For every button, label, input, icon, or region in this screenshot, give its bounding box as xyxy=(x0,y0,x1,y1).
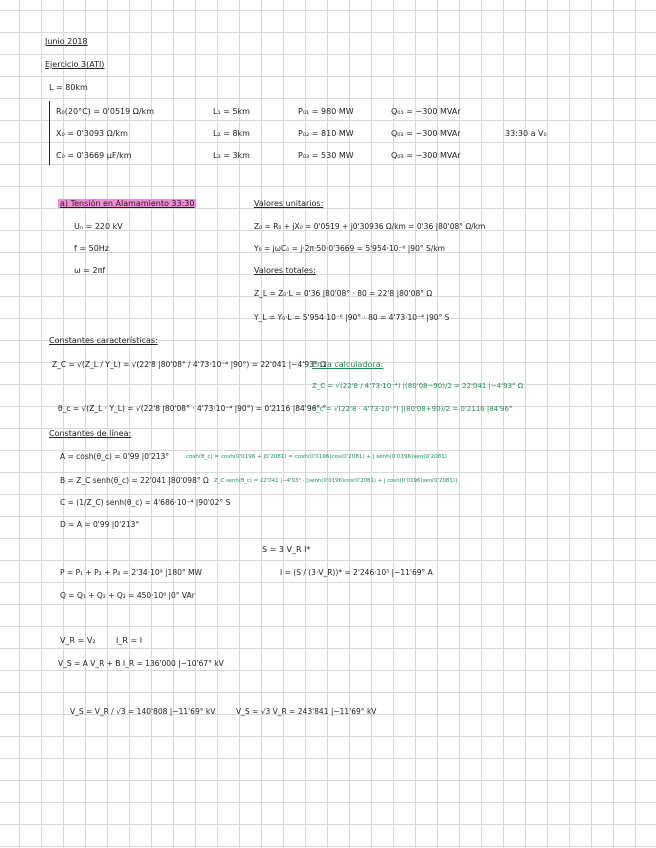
unit-values-heading: Valores unitarios: xyxy=(254,199,324,208)
sending-phase-voltage: V_S = V_R / √3 = 140'808 |−11'69° kV xyxy=(70,707,216,716)
given-q2: Q₀₂ = −300 MVAr xyxy=(391,129,461,138)
given-r0: R₀(20°C) = 0'0519 Ω/km xyxy=(56,107,154,116)
receiving-voltage: V_R = V₂ xyxy=(60,636,96,645)
exercise-title: Ejercicio 3(ATI) xyxy=(45,60,105,69)
given-bracket xyxy=(49,101,50,165)
angular-frequency: ω = 2πf xyxy=(74,266,106,275)
receiving-current: I_R = I xyxy=(116,636,143,645)
reactive-power-sum: Q = Q₁ + Q₂ + Q₃ = 450·10⁶ |0° VAr xyxy=(60,591,195,600)
given-l3: L₃ = 3km xyxy=(213,151,250,160)
given-p1: P₀₁ = 980 MW xyxy=(298,107,354,116)
sending-line-voltage: V_S = √3 V_R = 243'841 |−11'69° kV xyxy=(236,707,377,716)
section-a-heading xyxy=(58,199,196,209)
given-l1: L₁ = 5km xyxy=(213,107,250,116)
given-p2: P₀₂ = 810 MW xyxy=(298,129,354,138)
theta-formula: θ_c = √(Z_L · Y_L) = √(22'8 |80'08° · 4'73·10⁻⁴ |90°) = 0'2116 |84'96° ° xyxy=(58,404,327,413)
constant-a-expansion: cosh(θ_c) = cosh(0'0196 + j0'2081) = cosh(0'0196)cos(0'2081) + j senh(0'0196)sen(0'2081) xyxy=(186,454,447,460)
unit-impedance: Z₀ = R₀ + jX₀ = 0'0519 + j0'30936 Ω/km = 0'36 |80'08° Ω/km xyxy=(254,222,486,231)
given-q1: Q₀₁ = −300 MVAr xyxy=(391,107,461,116)
given-c0: C₀ = 0'3669 μF/km xyxy=(56,151,132,160)
apparent-power-formula: S = 3 V_R I* xyxy=(262,545,311,554)
zc-formula: Z_C = √(Z_L / Y_L) = √(22'8 |80'08° / 4'73·10⁻⁴ |90°) = 22'041 |−4'93° Ω xyxy=(52,360,326,369)
constant-b-expansion: Z_C senh(θ_c) = 22'041 |−4'93° · [senh(0'0196)cos(0'2081) + j cosh(0'0196)sen(0'2081)] xyxy=(214,478,457,484)
sending-voltage: V_S = A V_R + B I_R = 136'000 |−10'67° kV xyxy=(58,659,224,668)
constant-a: A = cosh(θ_c) = 0'99 |0'213° xyxy=(60,452,170,461)
constant-c: C = (1/Z_C) senh(θ_c) = 4'686·10⁻⁴ |90'02° S xyxy=(60,498,231,507)
given-x0: X₀ = 0'3093 Ω/km xyxy=(56,129,128,138)
given-side-note: 33:30 a V₀ xyxy=(505,129,547,138)
total-values-heading: Valores totales: xyxy=(254,266,316,275)
constant-d: D = A = 0'99 |0'213° xyxy=(60,520,140,529)
given-l2: L₂ = 8km xyxy=(213,129,250,138)
active-power-sum: P = P₁ + P₂ + P₃ = 2'34·10⁹ |180° MW xyxy=(60,568,202,577)
total-admittance: Y_L = Y₀·L = 5'954·10⁻⁶ |90° · 80 = 4'73·10⁻⁴ |90° S xyxy=(254,313,450,322)
nominal-voltage: Uₙ = 220 kV xyxy=(74,222,123,231)
frequency: f = 50Hz xyxy=(74,244,109,253)
given-p3: P₀₃ = 530 MW xyxy=(298,151,354,160)
characteristic-heading: Constantes características: xyxy=(49,336,158,345)
constant-b: B = Z_C senh(θ_c) = 22'041 |80'098° Ω xyxy=(60,476,209,485)
calculator-heading: En la calculadora: xyxy=(312,360,384,369)
given-q3: Q₀₃ = −300 MVAr xyxy=(391,151,461,160)
total-impedance: Z_L = Z₀·L = 0'36 |80'08° · 80 = 22'8 |80'08° Ω xyxy=(254,289,433,298)
section-a-highlight: a) Tensión en Alamamiento 33:30 xyxy=(60,199,195,208)
current-formula: I = (S / (3·V_R))* = 2'246·10³ |−11'69° A xyxy=(280,568,433,577)
unit-admittance: Y₀ = jωC₀ = j·2π·50·0'3669 = 5'954·10⁻⁶ |90° S/km xyxy=(254,244,445,253)
length-value: L = 80km xyxy=(49,83,88,92)
date-heading: Junio 2018 xyxy=(45,37,88,46)
line-constants-heading: Constantes de línea: xyxy=(49,429,132,438)
calculator-zc: Z_C = √(22'8 / 4'73·10⁻⁴) |(80'08−90)/2 = 22'041 |−4'93° Ω xyxy=(312,382,524,390)
calculator-theta: θ_c = √(22'8 · 4'73·10⁻⁴) |(80'08+90)/2 = 0'2116 |84'96° xyxy=(312,405,513,413)
